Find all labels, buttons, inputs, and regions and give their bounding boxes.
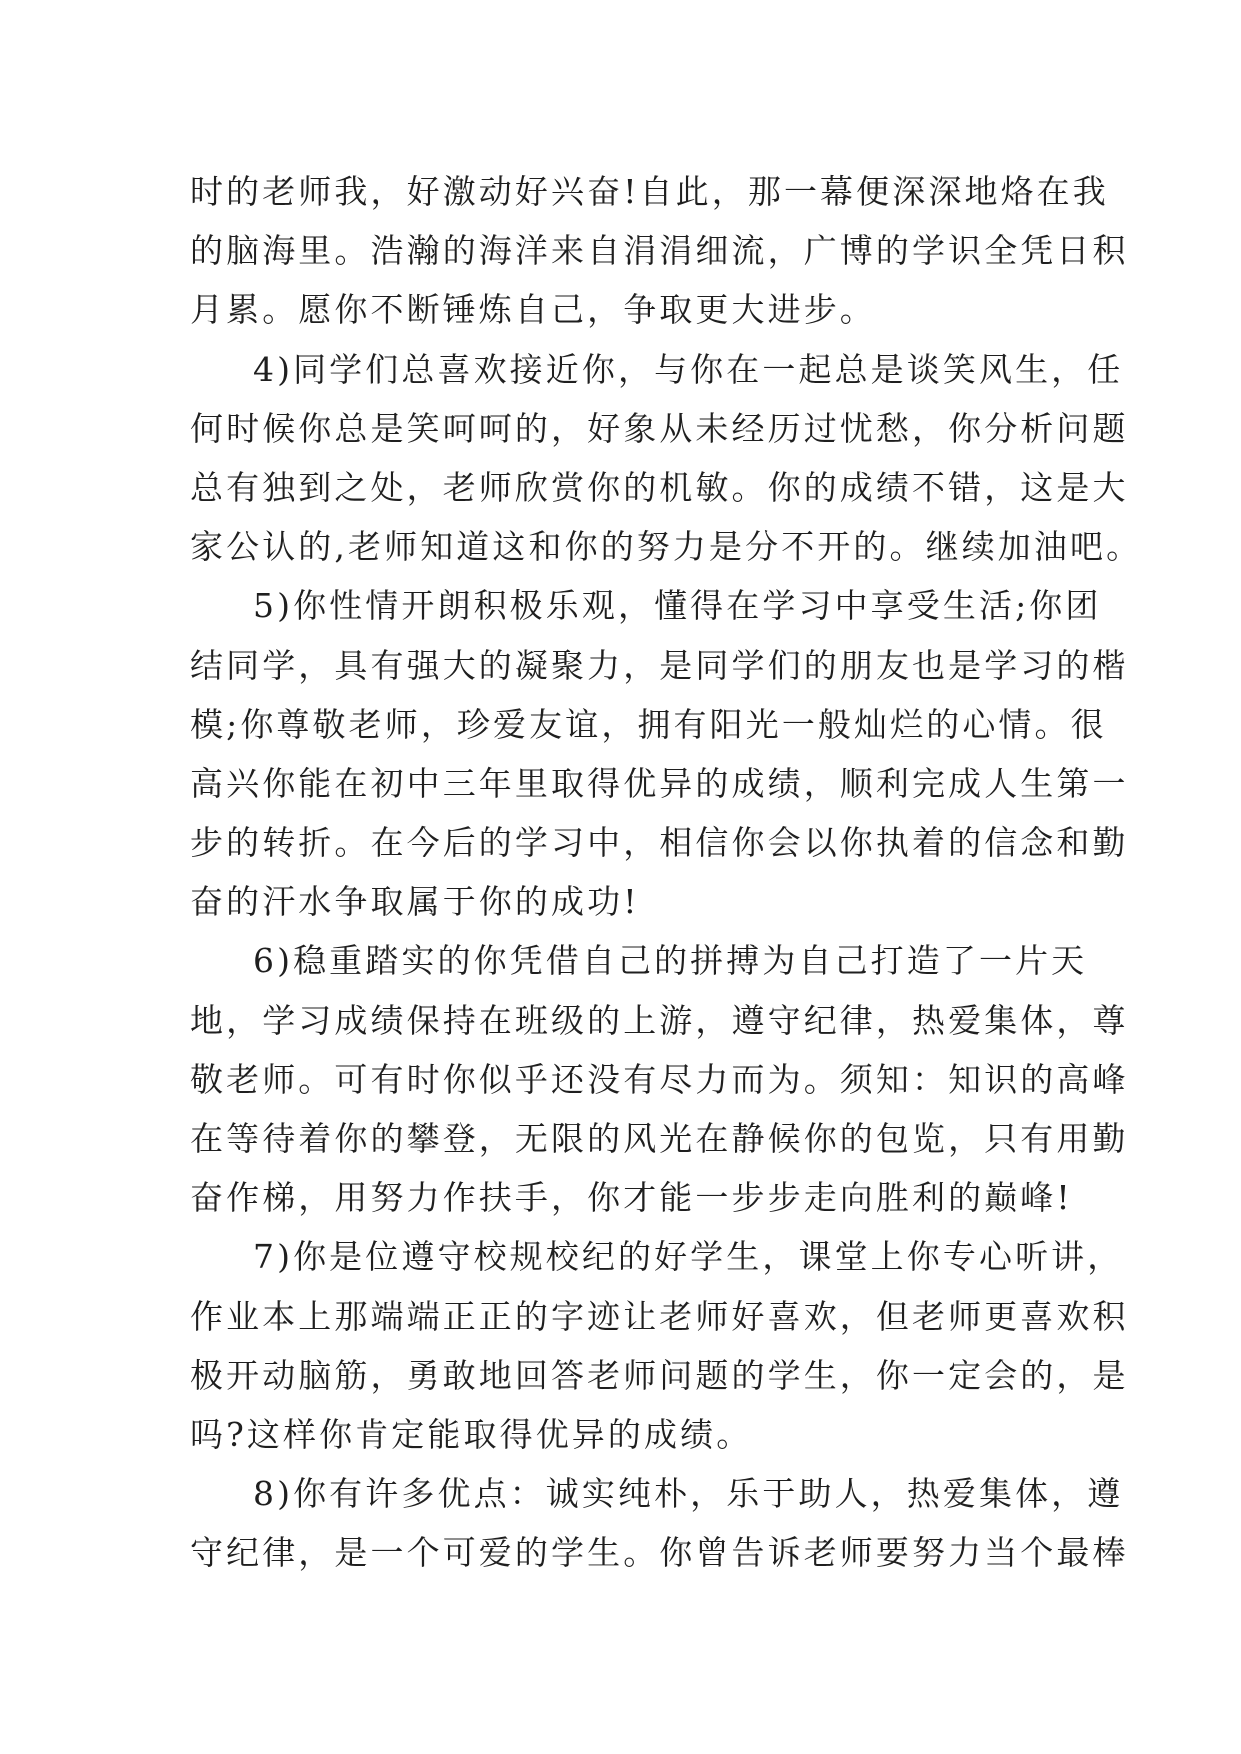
body-text [190, 162, 1143, 1583]
paragraph-5-start: 5)你性情开朗积极乐观，懂得在学习中享受生活;你团 [253, 586, 1102, 626]
text-line: 步的转折。在今后的学习中，相信你会以你执着的信念和勤 [190, 823, 1129, 863]
text-line: 的脑海里。浩瀚的海洋来自涓涓细流，广博的学识全凭日积 [190, 231, 1129, 271]
text-line: 时的老师我，好激动好兴奋!自此，那一幕便深深地烙在我 [190, 172, 1109, 211]
text-line: 守纪律，是一个可爱的学生。你曾告诉老师要努力当个最棒 [190, 1533, 1129, 1573]
text-line: 敬老师。可有时你似乎还没有尽力而为。须知：知识的高峰 [190, 1059, 1129, 1099]
text-line: 作业本上那端端正正的字迹让老师好喜欢，但老师更喜欢积 [190, 1296, 1129, 1336]
text-line: 何时候你总是笑呵呵的，好象从未经历过忧愁，你分析问题 [190, 408, 1129, 448]
paragraph-4-start: 4)同学们总喜欢接近你，与你在一起总是谈笑风生，任 [253, 349, 1124, 389]
text-line: 地，学习成绩保持在班级的上游，遵守纪律，热爱集体，尊 [190, 1000, 1129, 1040]
text-line: 总有独到之处，老师欣赏你的机敏。你的成绩不错，这是大 [190, 467, 1129, 507]
text-line: 月累。愿你不断锤炼自己，争取更大进步。 [190, 290, 876, 330]
text-line: 家公认的,老师知道这和你的努力是分不开的。继续加油吧。 [190, 527, 1143, 567]
text-line: 高兴你能在初中三年里取得优异的成绩，顺利完成人生第一 [190, 763, 1129, 803]
paragraph-7-start: 7)你是位遵守校规校纪的好学生，课堂上你专心听讲， [253, 1237, 1124, 1277]
text-line: 奋作梯，用努力作扶手，你才能一步步走向胜利的巅峰! [190, 1178, 1073, 1218]
text-line: 结同学，具有强大的凝聚力，是同学们的朋友也是学习的楷 [190, 645, 1129, 685]
text-line: 模;你尊敬老师，珍爱友谊，拥有阳光一般灿烂的心情。很 [190, 704, 1107, 744]
text-line: 极开动脑筋，勇敢地回答老师问题的学生，你一定会的，是 [190, 1355, 1129, 1395]
text-line: 在等待着你的攀登，无限的风光在静候你的包览，只有用勤 [190, 1119, 1129, 1158]
text-line: 奋的汗水争取属于你的成功! [190, 882, 640, 922]
paragraph-6-start: 6)稳重踏实的你凭借自己的拼搏为自己打造了一片天 [253, 941, 1088, 981]
paragraph-8-start: 8)你有许多优点：诚实纯朴，乐于助人，热爱集体，遵 [253, 1474, 1124, 1514]
text-line: 吗?这样你肯定能取得优异的成绩。 [190, 1414, 753, 1454]
